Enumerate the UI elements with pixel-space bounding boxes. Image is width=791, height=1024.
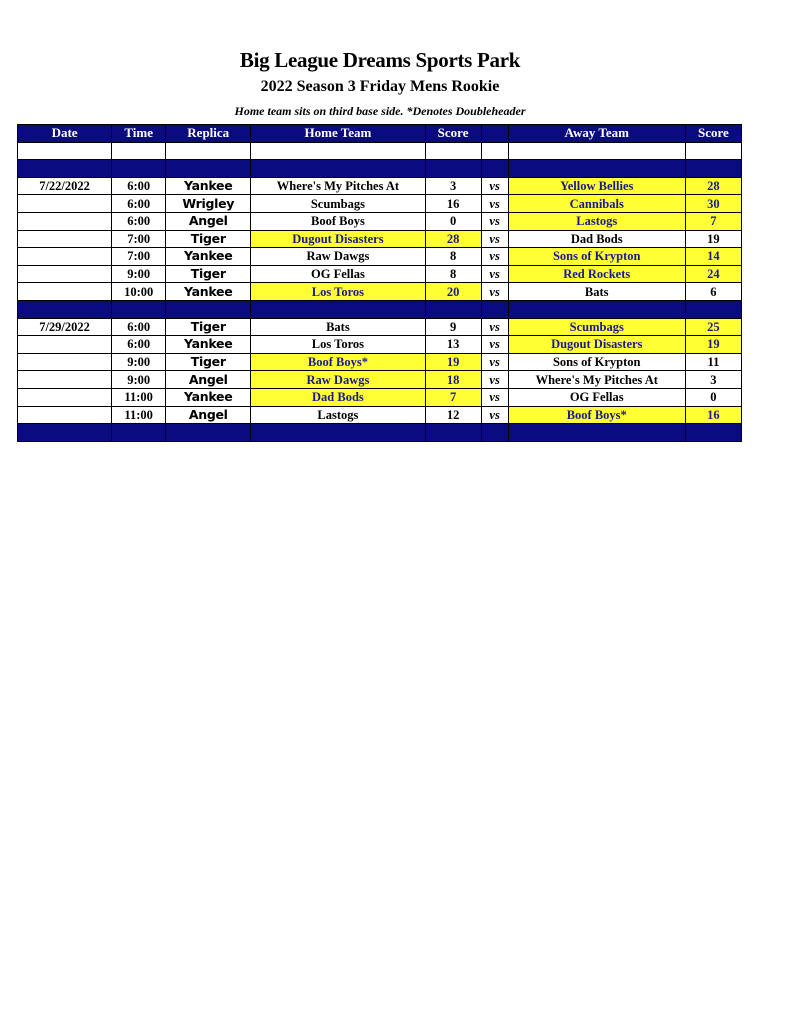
home-score: 19 (425, 353, 481, 371)
away-score: 30 (685, 195, 741, 213)
game-time: 11:00 (112, 406, 166, 424)
empty-cell (425, 300, 481, 318)
game-row (18, 195, 742, 213)
schedule-note: Home team sits on third base side. *Denotes Doubleheader (234, 104, 526, 118)
game-date (18, 283, 112, 301)
home-team: Raw Dawgs (251, 248, 425, 266)
home-score: 12 (425, 406, 481, 424)
vs-label: vs (481, 353, 508, 371)
separator-row (18, 424, 742, 442)
home-team: Los Toros (251, 336, 425, 354)
home-score: 3 (425, 177, 481, 195)
home-score: 16 (425, 195, 481, 213)
empty-cell (112, 424, 166, 442)
vs-label: vs (481, 388, 508, 406)
game-time: 7:00 (112, 248, 166, 266)
away-score: 28 (685, 177, 741, 195)
away-team: Lastogs (508, 212, 685, 230)
home-team: Dugout Disasters (251, 230, 425, 248)
away-score: 3 (685, 371, 741, 389)
empty-cell (481, 424, 508, 442)
empty-cell (685, 300, 741, 318)
game-time: 6:00 (112, 195, 166, 213)
game-time: 6:00 (112, 177, 166, 195)
away-score: 25 (685, 318, 741, 336)
game-date: 7/29/2022 (18, 318, 112, 336)
field-replica: Angel (166, 406, 251, 424)
game-row (18, 336, 742, 354)
game-time: 6:00 (112, 336, 166, 354)
empty-cell (112, 142, 166, 160)
away-team: Dugout Disasters (508, 336, 685, 354)
vs-label: vs (481, 177, 508, 195)
empty-cell (481, 300, 508, 318)
away-score: 7 (685, 212, 741, 230)
header-row (18, 125, 742, 143)
game-date (18, 195, 112, 213)
home-team: Where's My Pitches At (251, 177, 425, 195)
game-time: 9:00 (112, 265, 166, 283)
home-score: 8 (425, 248, 481, 266)
game-row (18, 212, 742, 230)
empty-cell (508, 160, 685, 178)
home-team: Boof Boys* (251, 353, 425, 371)
field-replica: Tiger (166, 353, 251, 371)
game-date (18, 406, 112, 424)
away-team: Bats (508, 283, 685, 301)
away-team: Cannibals (508, 195, 685, 213)
game-date: 7/22/2022 (18, 177, 112, 195)
vs-label: vs (481, 318, 508, 336)
away-score: 19 (685, 336, 741, 354)
game-row (18, 177, 742, 195)
away-team: Where's My Pitches At (508, 371, 685, 389)
vs-label: vs (481, 336, 508, 354)
column-header-home-score: Score (425, 125, 481, 143)
empty-cell (166, 424, 251, 442)
game-date (18, 371, 112, 389)
away-score: 0 (685, 388, 741, 406)
vs-label: vs (481, 195, 508, 213)
empty-cell (508, 300, 685, 318)
game-row (18, 265, 742, 283)
column-header-away-team: Away Team (508, 125, 685, 143)
column-header-vs (481, 125, 508, 143)
game-time: 9:00 (112, 353, 166, 371)
empty-cell (18, 424, 112, 442)
away-team: Sons of Krypton (508, 248, 685, 266)
field-replica: Tiger (166, 265, 251, 283)
field-replica: Tiger (166, 230, 251, 248)
field-replica: Yankee (166, 177, 251, 195)
vs-label: vs (481, 265, 508, 283)
game-date (18, 230, 112, 248)
away-score: 16 (685, 406, 741, 424)
vs-label: vs (481, 212, 508, 230)
column-header-time: Time (112, 125, 166, 143)
empty-cell (18, 300, 112, 318)
away-score: 14 (685, 248, 741, 266)
game-row (18, 388, 742, 406)
field-replica: Tiger (166, 318, 251, 336)
home-team: Scumbags (251, 195, 425, 213)
game-date (18, 212, 112, 230)
away-team: Dad Bods (508, 230, 685, 248)
empty-cell (685, 424, 741, 442)
away-team: Sons of Krypton (508, 353, 685, 371)
away-score: 6 (685, 283, 741, 301)
away-team: OG Fellas (508, 388, 685, 406)
blank-row (18, 142, 742, 160)
vs-label: vs (481, 230, 508, 248)
away-team: Scumbags (508, 318, 685, 336)
away-score: 19 (685, 230, 741, 248)
empty-cell (481, 142, 508, 160)
home-team: Dad Bods (251, 388, 425, 406)
empty-cell (251, 142, 425, 160)
home-team: Boof Boys (251, 212, 425, 230)
game-row (18, 406, 742, 424)
empty-cell (112, 300, 166, 318)
game-date (18, 248, 112, 266)
game-time: 9:00 (112, 371, 166, 389)
home-score: 9 (425, 318, 481, 336)
game-time: 6:00 (112, 318, 166, 336)
game-row (18, 353, 742, 371)
vs-label: vs (481, 371, 508, 389)
empty-cell (425, 424, 481, 442)
empty-cell (251, 424, 425, 442)
column-header-replica: Replica (166, 125, 251, 143)
field-replica: Yankee (166, 336, 251, 354)
page-title: Big League Dreams Sports Park (239, 48, 521, 72)
field-replica: Angel (166, 371, 251, 389)
game-time: 10:00 (112, 283, 166, 301)
empty-cell (18, 142, 112, 160)
away-team: Boof Boys* (508, 406, 685, 424)
home-score: 7 (425, 388, 481, 406)
home-score: 18 (425, 371, 481, 389)
empty-cell (425, 142, 481, 160)
away-team: Yellow Bellies (508, 177, 685, 195)
home-team: Bats (251, 318, 425, 336)
empty-cell (251, 160, 425, 178)
vs-label: vs (481, 248, 508, 266)
column-header-date: Date (18, 125, 112, 143)
field-replica: Yankee (166, 248, 251, 266)
game-date (18, 265, 112, 283)
page-subtitle: 2022 Season 3 Friday Mens Rookie (260, 78, 500, 95)
home-score: 0 (425, 212, 481, 230)
empty-cell (166, 300, 251, 318)
column-header-away-score: Score (685, 125, 741, 143)
game-row (18, 248, 742, 266)
away-team: Red Rockets (508, 265, 685, 283)
vs-label: vs (481, 283, 508, 301)
game-row (18, 283, 742, 301)
home-team: Raw Dawgs (251, 371, 425, 389)
separator-row (18, 160, 742, 178)
home-team: Lastogs (251, 406, 425, 424)
away-score: 24 (685, 265, 741, 283)
empty-cell (425, 160, 481, 178)
empty-cell (112, 160, 166, 178)
empty-cell (685, 142, 741, 160)
empty-cell (685, 160, 741, 178)
empty-cell (508, 424, 685, 442)
game-date (18, 336, 112, 354)
separator-row (18, 300, 742, 318)
schedule-body (18, 142, 742, 441)
home-score: 13 (425, 336, 481, 354)
empty-cell (481, 160, 508, 178)
home-team: OG Fellas (251, 265, 425, 283)
game-time: 6:00 (112, 212, 166, 230)
home-score: 8 (425, 265, 481, 283)
game-time: 7:00 (112, 230, 166, 248)
column-header-home-team: Home Team (251, 125, 425, 143)
field-replica: Yankee (166, 283, 251, 301)
game-row (18, 230, 742, 248)
field-replica: Yankee (166, 388, 251, 406)
away-score: 11 (685, 353, 741, 371)
game-row (18, 371, 742, 389)
schedule-table (17, 124, 742, 442)
field-replica: Angel (166, 212, 251, 230)
game-row (18, 318, 742, 336)
home-score: 20 (425, 283, 481, 301)
empty-cell (251, 300, 425, 318)
game-time: 11:00 (112, 388, 166, 406)
empty-cell (166, 160, 251, 178)
home-team: Los Toros (251, 283, 425, 301)
game-date (18, 353, 112, 371)
field-replica: Wrigley (166, 195, 251, 213)
game-date (18, 388, 112, 406)
empty-cell (18, 160, 112, 178)
vs-label: vs (481, 406, 508, 424)
empty-cell (508, 142, 685, 160)
home-score: 28 (425, 230, 481, 248)
empty-cell (166, 142, 251, 160)
